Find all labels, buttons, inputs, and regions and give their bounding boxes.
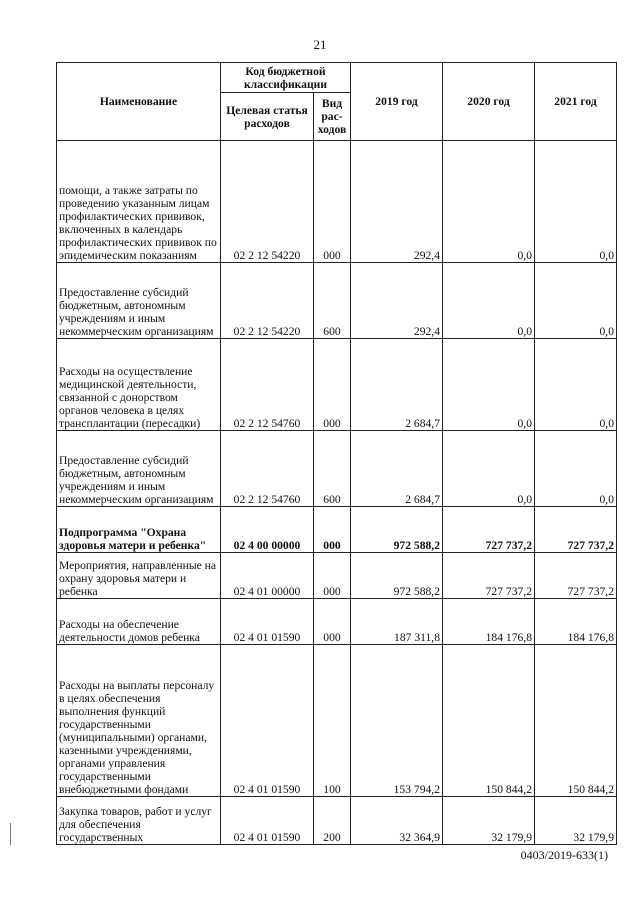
row-kind-cell: 000: [314, 553, 351, 599]
row-name-cell: Закупка товаров, работ и услуг для обеспечения государственных: [57, 797, 221, 845]
table-row: [57, 263, 617, 339]
row-name-cell: Предоставление субсидий бюджетным, автономным учреждениям и иным некоммерческим организациям: [57, 431, 221, 507]
row-2019-cell: 972 588,2: [351, 553, 443, 599]
row-2019-cell: 292,4: [351, 263, 443, 339]
row-2021-cell: 184 176,8: [535, 599, 617, 645]
row-2020-cell: 727 737,2: [443, 507, 535, 553]
document-code: 0403/2019-633(1): [520, 848, 608, 862]
table-row: [57, 339, 617, 431]
row-2020-cell: 0,0: [443, 339, 535, 431]
row-kind-cell: 600: [314, 263, 351, 339]
table-row: [57, 797, 617, 845]
row-2020-cell: 0,0: [443, 431, 535, 507]
row-2019-cell: 32 364,9: [351, 797, 443, 845]
header-2019: 2019 год: [351, 63, 443, 141]
row-2020-cell: 0,0: [443, 141, 535, 263]
table-body: [57, 141, 617, 845]
row-code-cell: 02 4 01 00000: [221, 553, 314, 599]
row-2021-cell: 150 844,2: [535, 645, 617, 797]
row-name-cell: помощи, а также затраты по проведению указанным лицам профилактических прививок, включенных в календарь профилактических прививок по эпидемическим показаниям: [57, 141, 221, 263]
row-2021-cell: 727 737,2: [535, 507, 617, 553]
table-row: [57, 431, 617, 507]
row-name-cell: Подпрограмма "Охрана здоровья матери и ребенка": [57, 507, 221, 553]
row-2021-cell: 0,0: [535, 263, 617, 339]
header-expense-kind: Вид рас-ходов: [314, 93, 351, 141]
row-name-cell: Расходы на обеспечение деятельности домов ребенка: [57, 599, 221, 645]
table-row: [57, 553, 617, 599]
row-2019-cell: 972 588,2: [351, 507, 443, 553]
row-2020-cell: 727 737,2: [443, 553, 535, 599]
row-2019-cell: 153 794,2: [351, 645, 443, 797]
table-row: [57, 141, 617, 263]
row-2019-cell: 187 311,8: [351, 599, 443, 645]
row-2021-cell: 32 179,9: [535, 797, 617, 845]
row-code-cell: 02 2 12 54760: [221, 431, 314, 507]
row-kind-cell: 000: [314, 339, 351, 431]
row-kind-cell: 200: [314, 797, 351, 845]
row-2020-cell: 150 844,2: [443, 645, 535, 797]
header-2021: 2021 год: [535, 63, 617, 141]
budget-table: [56, 62, 617, 845]
row-kind-cell: 000: [314, 141, 351, 263]
row-code-cell: 02 4 01 01590: [221, 645, 314, 797]
row-2019-cell: 2 684,7: [351, 431, 443, 507]
header-name: Наименование: [57, 63, 221, 141]
row-2021-cell: 0,0: [535, 431, 617, 507]
table-row: [57, 507, 617, 553]
row-2021-cell: 727 737,2: [535, 553, 617, 599]
table-row: [57, 645, 617, 797]
row-code-cell: 02 4 00 00000: [221, 507, 314, 553]
row-code-cell: 02 4 01 01590: [221, 599, 314, 645]
row-kind-cell: 600: [314, 431, 351, 507]
header-kbk-group: Код бюджетной классификации: [221, 63, 351, 93]
header-2020: 2020 год: [443, 63, 535, 141]
row-2021-cell: 0,0: [535, 339, 617, 431]
row-2020-cell: 32 179,9: [443, 797, 535, 845]
margin-mark: [10, 823, 11, 845]
row-name-cell: Предоставление субсидий бюджетным, автономным учреждениям и иным некоммерческим организациям: [57, 263, 221, 339]
row-kind-cell: 000: [314, 507, 351, 553]
row-name-cell: Мероприятия, направленные на охрану здоровья матери и ребенка: [57, 553, 221, 599]
row-name-cell: Расходы на выплаты персоналу в целях обеспечения выполнения функций государственными (муниципальными) органами, казенными учреждениями, органами управления государственными внебюджетными фондами: [57, 645, 221, 797]
table-row: [57, 599, 617, 645]
row-2020-cell: 0,0: [443, 263, 535, 339]
row-2021-cell: 0,0: [535, 141, 617, 263]
row-2019-cell: 292,4: [351, 141, 443, 263]
row-kind-cell: 000: [314, 599, 351, 645]
row-2019-cell: 2 684,7: [351, 339, 443, 431]
row-kind-cell: 100: [314, 645, 351, 797]
row-name-cell: Расходы на осуществление медицинской деятельности, связанной с донорством органов человека в целях трансплантации (пересадки): [57, 339, 221, 431]
row-code-cell: 02 2 12 54220: [221, 141, 314, 263]
row-2020-cell: 184 176,8: [443, 599, 535, 645]
row-code-cell: 02 4 01 01590: [221, 797, 314, 845]
row-code-cell: 02 2 12 54760: [221, 339, 314, 431]
header-target-article: Целевая статья расходов: [221, 93, 314, 141]
page-number: 21: [313, 37, 327, 52]
row-code-cell: 02 2 12 54220: [221, 263, 314, 339]
